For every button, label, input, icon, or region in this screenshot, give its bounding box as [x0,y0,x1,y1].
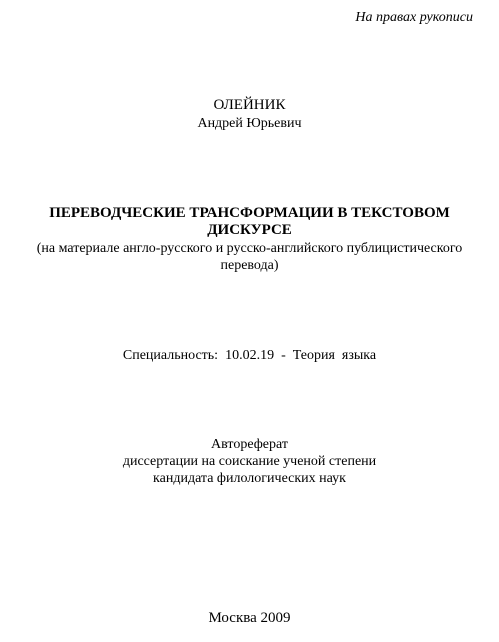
specialty-line: Специальность: 10.02.19 - Теория языка [122,348,377,363]
rights-note: На правах рукописи [355,10,473,25]
abstract-description [0,436,499,487]
dissertation-subtitle [0,240,499,274]
subtitle-line-2: перевода) [220,258,279,273]
abstract-label: Автореферат [211,437,288,452]
author-given-names: Андрей Юрьевич [197,116,302,131]
dissertation-title [0,205,499,239]
author-surname: ОЛЕЙНИК [213,97,286,113]
city-year: Москва 2009 [208,610,291,626]
abstract-degree: кандидата филологических наук [153,471,346,486]
title-line-2: ДИСКУРСЕ [207,222,292,238]
title-line-1: ПЕРЕВОДЧЕСКИЕ ТРАНСФОРМАЦИИ В ТЕКСТОВОМ [49,205,450,221]
subtitle-line-1: (на материале англо-русского и русско-английского публицистического [36,241,463,256]
abstract-purpose: диссертации на соискание ученой степени [122,454,377,469]
